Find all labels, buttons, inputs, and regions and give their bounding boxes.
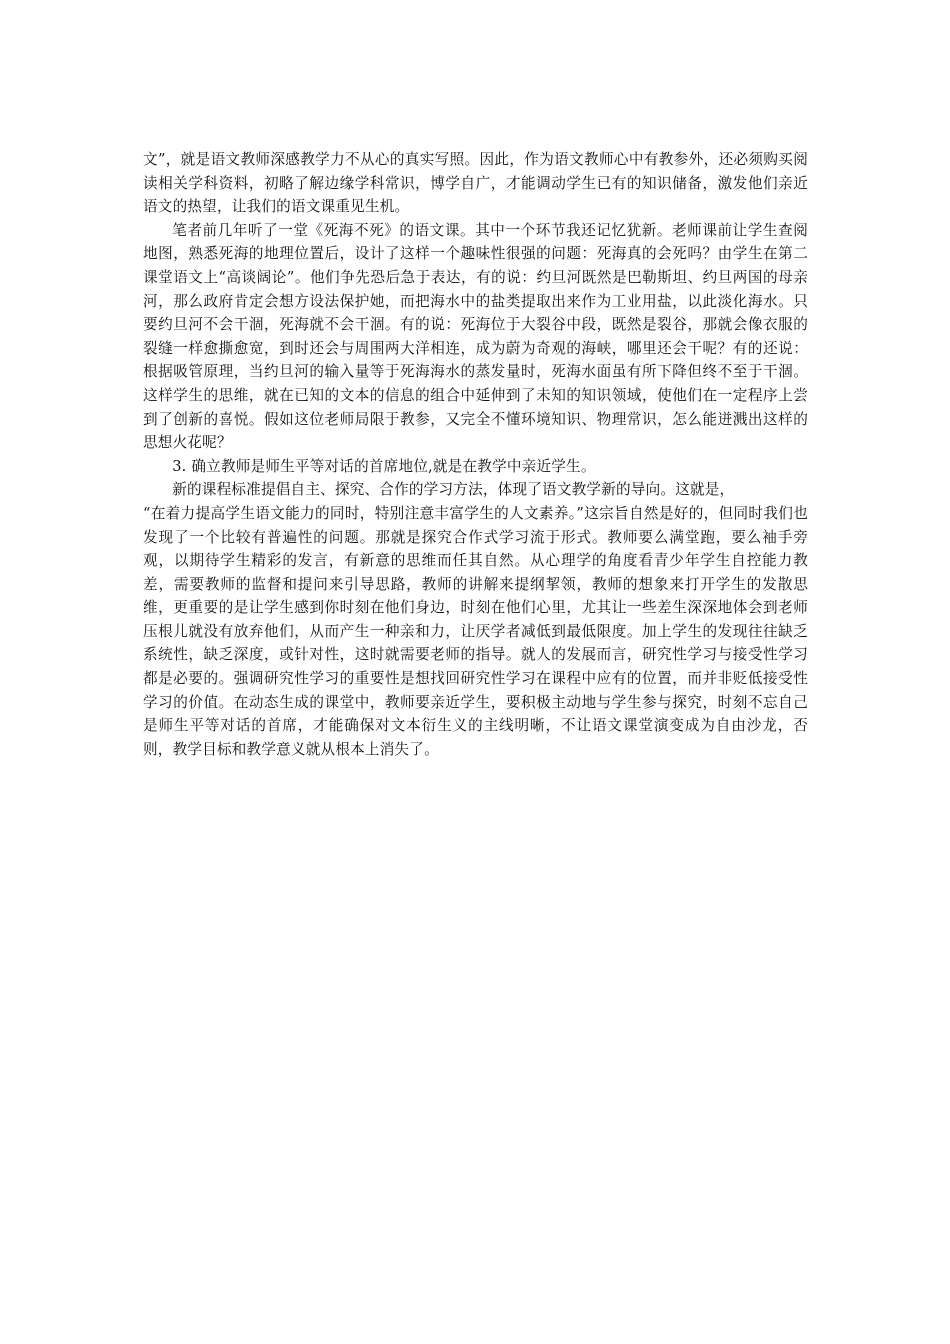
document-body	[143, 148, 808, 761]
section-heading-3: 3. 确立教师是师生平等对话的首席地位,就是在教学中亲近学生。	[172, 457, 596, 475]
paragraph-new-standard-intro: 新的课程标准提倡自主、探究、合作的学习方法，体现了语文教学新的导向。这就是，	[172, 481, 735, 499]
paragraph-new-standard-body: “在着力提高学生语文能力的同时，特别注意丰富学生的人文素养。”这宗旨自然是好的，但同时我们也发现了一个比较有普遍性的问题。那就是探究合作式学习流于形式。教师要么满堂跑，要么袖手旁观，以期待学生精彩的发言，有新意的思维而任其自然。从心理学的角度看青少年学生自控能力教差，需要教师的监督和提问来引导思路，教师的讲解来提纲挈领，教师的想象来打开学生的发散思维，更重要的是让学生感到你时刻在他们身边，时刻在他们心里，尤其让一些差生深深地体会到老师压根儿就没有放弃他们，从而产生一种亲和力，让厌学者减低到最低限度。加上学生的发现往往缺乏系统性，缺乏深度，或针对性，这时就需要老师的指导。就人的发展而言，研究性学习与接受性学习都是必要的。强调研究性学习的重要性是想找回研究性学习在课程中应有的位置，而并非贬低接受性学习的价值。在动态生成的课堂中，教师要亲近学生，要积极主动地与学生参与探究，时刻不忘自己是师生平等对话的首席，才能确保对文本衍生义的主线明晰，不让语文课堂演变成为自由沙龙，否则，教学目标和教学意义就从根本上消失了。	[143, 504, 808, 758]
paragraph-dead-sea-lesson: 笔者前几年听了一堂《死海不死》的语文课。其中一个环节我还记忆犹新。老师课前让学生查阅地图，熟悉死海的地理位置后，设计了这样一个趣味性很强的问题：死海真的会死吗？由学生在第二课堂语文上“高谈阔论”。他们争先恐后急于表达，有的说：约旦河既然是巴勒斯坦、约旦两国的母亲河，那么政府肯定会想方设法保护她，而把海水中的盐类提取出来作为工业用盐，以此淡化海水。只要约旦河不会干涸，死海就不会干涸。有的说：死海位于大裂谷中段，既然是裂谷，那就会像衣服的裂缝一样愈撕愈宽，到时还会与周围两大洋相连，成为蔚为奇观的海峡，哪里还会干呢？有的还说：根据吸管原理，当约旦河的输入量等于死海海水的蒸发量时，死海水面虽有所下降但终不至于干涸。这样学生的思维，就在已知的文本的信息的组合中延伸到了未知的知识领域，使他们在一定程序上尝到了创新的喜悦。假如这位老师局限于教参，又完全不懂环境知识、物理常识，怎么能迸溅出这样的思想火花呢？	[143, 221, 808, 452]
paragraph-continued: 文”，就是语文教师深感教学力不从心的真实写照。因此，作为语文教师心中有教参外，还必须购买阅读相关学科资料，初略了解边缘学科常识，博学自广，才能调动学生已有的知识储备，激发他们亲近语文的热望，让我们的语文课重见生机。	[143, 151, 808, 216]
